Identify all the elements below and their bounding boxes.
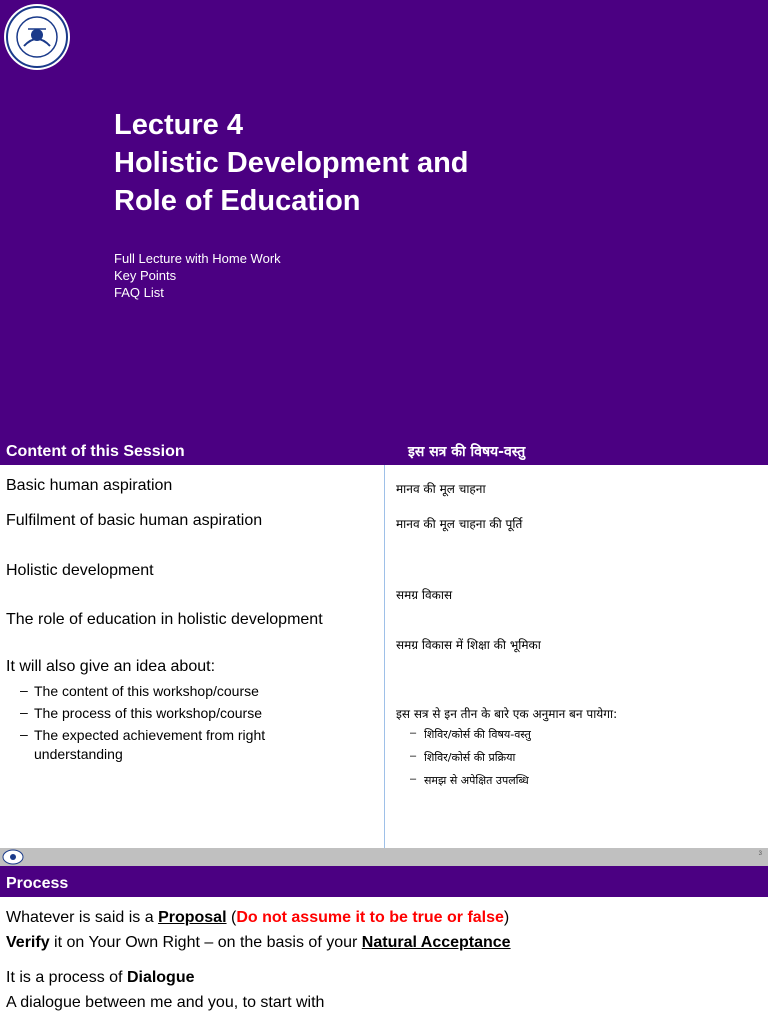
sub-item-faq-list: FAQ List xyxy=(114,285,164,300)
process-line-1 xyxy=(6,909,509,927)
dash-en-2: – xyxy=(20,704,28,720)
paren-close: ) xyxy=(503,909,510,926)
lecture-title-line-1: Lecture 4 xyxy=(114,109,243,141)
item-en-4: The role of education in holistic development xyxy=(6,611,323,628)
sub-item-hi-3: समझ से अपेक्षित उपलब्धि xyxy=(424,774,529,787)
item-en-2: Fulfilment of basic human aspiration xyxy=(6,512,263,529)
dash-hi-3: – xyxy=(410,773,417,785)
dash-en-1: – xyxy=(20,682,28,698)
title-slide xyxy=(0,0,768,435)
universal-human-values-seal-icon xyxy=(2,2,72,72)
dialogue-keyword: Dialogue xyxy=(126,969,195,986)
item-en-3: Holistic development xyxy=(6,562,154,579)
process-header xyxy=(0,866,768,897)
dash-hi-1: – xyxy=(410,727,417,739)
item-hi-2: मानव की मूल चाहना की पूर्ति xyxy=(396,517,523,531)
sub-item-en-1: The content of this workshop/course xyxy=(34,683,259,699)
item-en-5: It will also give an idea about: xyxy=(6,658,216,675)
item-hi-1: मानव की मूल चाहना xyxy=(396,482,486,496)
lecture-title-line-3: Role of Education xyxy=(114,185,361,217)
universal-human-values-seal-icon xyxy=(2,849,24,865)
process-line-3 xyxy=(6,969,195,987)
content-slide xyxy=(0,435,768,848)
sub-item-hi-2: शिविर/कोर्स की प्रक्रिया xyxy=(424,751,516,764)
item-en-1: Basic human aspiration xyxy=(6,477,173,494)
process-line-2 xyxy=(6,934,511,952)
sub-item-full-lecture: Full Lecture with Home Work xyxy=(114,251,281,266)
sub-item-en-2: The process of this workshop/course xyxy=(34,705,262,721)
sub-item-hi-1: शिविर/कोर्स की विषय-वस्तु xyxy=(424,728,531,741)
process-line-2-text: it on Your Own Right – on the basis of your xyxy=(49,934,362,951)
process-line-4: A dialogue between me and you, to start with xyxy=(6,994,325,1011)
item-hi-5: इस सत्र से इन तीन के बारे एक अनुमान बन पायेगा: xyxy=(396,707,618,721)
item-hi-4: समग्र विकास में शिक्षा की भूमिका xyxy=(396,638,541,652)
column-divider xyxy=(384,465,385,848)
sub-item-en-3-cont: understanding xyxy=(34,746,123,762)
process-line-3-text: It is a process of xyxy=(6,969,127,986)
proposal-keyword: Proposal xyxy=(158,909,227,926)
content-header-en: Content of this Session xyxy=(6,443,185,460)
verify-keyword: Verify xyxy=(6,934,50,951)
page-number: 3 xyxy=(758,851,762,857)
process-line-1-text: Whatever is said is a xyxy=(6,909,159,926)
warning-text: Do not assume it to be true or false xyxy=(236,909,504,926)
natural-acceptance-keyword: Natural Acceptance xyxy=(361,934,511,951)
item-hi-3: समग्र विकास xyxy=(396,588,453,602)
paren-open: ( xyxy=(226,909,237,926)
dash-hi-2: – xyxy=(410,750,417,762)
sub-item-key-points: Key Points xyxy=(114,268,177,283)
content-header-hi: इस सत्र की विषय-वस्तु xyxy=(408,444,526,460)
sub-item-en-3: The expected achievement from right xyxy=(34,727,266,743)
content-header xyxy=(0,435,768,465)
process-header-title: Process xyxy=(6,875,69,892)
slide-footer-bar xyxy=(0,848,768,866)
dash-en-3: – xyxy=(20,726,28,742)
lecture-title-line-2: Holistic Development and xyxy=(114,147,469,179)
